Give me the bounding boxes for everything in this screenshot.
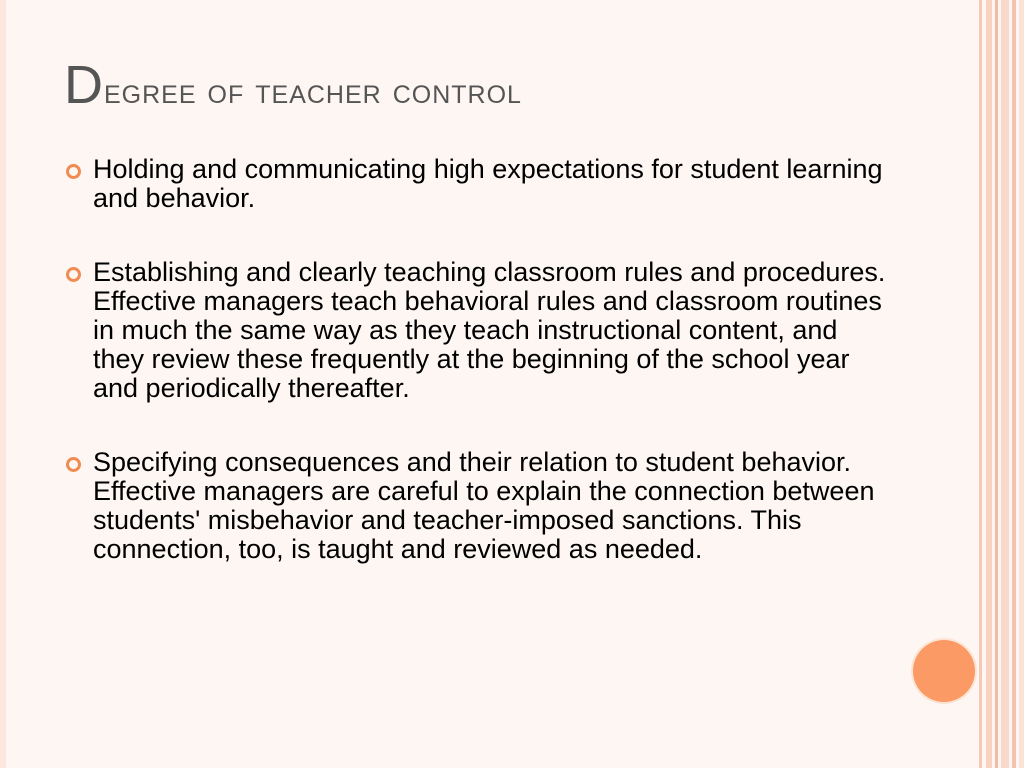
slide-title [64, 55, 522, 115]
decorative-stripe [986, 0, 992, 768]
decorative-stripe [1001, 0, 1009, 768]
ring-bullet-icon [66, 164, 81, 179]
decorative-stripe [1012, 0, 1016, 768]
title-initial: D [64, 55, 104, 115]
left-edge-decoration [0, 0, 6, 768]
bullet-text: Holding and communicating high expectations for student learning and behavior. [93, 154, 883, 213]
bullet-list [64, 155, 894, 564]
title-rest: egree of teacher control [104, 70, 522, 111]
ring-bullet-icon [66, 267, 81, 282]
decorative-stripe [979, 0, 982, 768]
ring-bullet-icon [66, 457, 81, 472]
orange-circle-decoration [913, 640, 975, 702]
bullet-item [64, 448, 894, 564]
bullet-text: Specifying consequences and their relation to student behavior. Effective managers are careful to explain the connection between students' misbehavior and teacher-imposed sanctions. This connection, too, is taught and reviewed as needed. [93, 447, 875, 564]
decorative-stripe [995, 0, 998, 768]
bullet-item [64, 258, 894, 403]
decorative-stripe [1019, 0, 1024, 768]
bullet-item [64, 155, 894, 213]
bullet-text: Establishing and clearly teaching classroom rules and procedures. Effective managers teach behavioral rules and classroom routines in much the same way as they teach instructional content, and they review these frequently at the beginning of the school year and periodically thereafter. [93, 257, 886, 403]
